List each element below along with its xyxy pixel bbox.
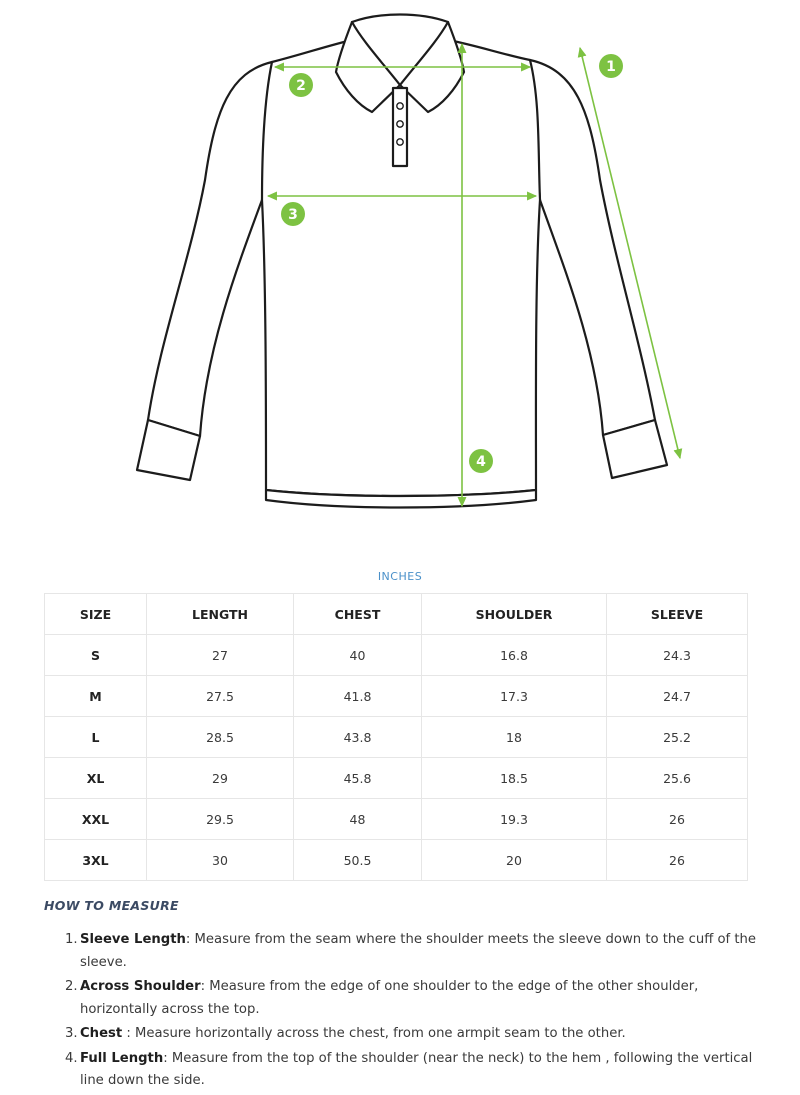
sleeve-cell: 26 [607,840,748,881]
sleeve-cell: 26 [607,799,748,840]
step-text: : Measure from the seam where the shoulder meets the sleeve down to the cuff of the sleeve. [80,932,757,970]
header-size: SIZE [45,594,147,635]
sleeve-cell: 25.2 [607,717,748,758]
shirt-outline [137,15,667,508]
length-cell: 29.5 [147,799,294,840]
marker-1-label: 1 [606,59,616,75]
sleeve-cell: 24.7 [607,676,748,717]
chest-cell: 45.8 [294,758,422,799]
step-text: : Measure from the top of the shoulder (near the neck) to the hem , following the vertical line down the side. [80,1050,753,1088]
buttons [397,103,403,145]
step-number: 3. [65,1026,78,1041]
left-sleeve [148,62,272,436]
length-cell: 27 [147,635,294,676]
table-row [45,758,748,799]
chest-cell: 41.8 [294,676,422,717]
length-cell: 28.5 [147,717,294,758]
unit-label: INCHES [377,570,423,583]
size-cell: L [45,717,147,758]
step-number: 1. [65,932,78,947]
marker-2 [289,73,313,97]
list-item [65,1023,760,1046]
header-length: LENGTH [147,594,294,635]
length-cell: 29 [147,758,294,799]
size-cell: M [45,676,147,717]
header-sleeve: SLEEVE [607,594,748,635]
header-shoulder: SHOULDER [422,594,607,635]
marker-4-label: 4 [476,454,486,470]
right-sleeve [530,60,655,435]
step-term: Chest [80,1026,123,1041]
shoulder-cell: 18.5 [422,758,607,799]
button [397,103,403,109]
marker-1 [599,54,623,78]
step-term: Sleeve Length [80,932,186,947]
table-row [45,717,748,758]
header-chest: CHEST [294,594,422,635]
step-text: : Measure from the edge of one shoulder to the edge of the other shoulder, horizontally across the top. [80,979,699,1017]
marker-2-label: 2 [296,78,306,94]
size-cell: 3XL [45,840,147,881]
list-item [65,1048,760,1093]
shoulder-cell: 18 [422,717,607,758]
marker-4 [469,449,493,473]
step-number: 4. [65,1050,78,1066]
size-cell: XXL [45,799,147,840]
length-cell: 27.5 [147,676,294,717]
shoulder-cell: 19.3 [422,799,607,840]
step-text: : Measure horizontally across the chest, from one armpit seam to the other. [122,1026,626,1041]
size-cell: XL [45,758,147,799]
size-chart-table [44,593,748,881]
size-cell: S [45,635,147,676]
list-item [65,929,760,974]
length-cell: 30 [147,840,294,881]
shoulder-cell: 20 [422,840,607,881]
chest-cell: 50.5 [294,840,422,881]
how-to-measure-title: HOW TO MEASURE [44,898,179,913]
step-term: Across Shoulder [80,979,201,994]
chest-cell: 40 [294,635,422,676]
sleeve-cell: 25.6 [607,758,748,799]
table-row [45,840,748,881]
marker-3-label: 3 [288,207,298,223]
list-item [65,976,760,1021]
step-number: 2. [65,979,78,994]
table-row [45,676,748,717]
measure-steps-list [65,929,760,1095]
chest-cell: 43.8 [294,717,422,758]
chest-cell: 48 [294,799,422,840]
button [397,121,403,127]
marker-3 [281,202,305,226]
shirt-diagram [0,0,800,530]
table-row [45,799,748,840]
sleeve-cell: 24.3 [607,635,748,676]
step-term: Full Length [80,1050,164,1066]
shoulder-cell: 17.3 [422,676,607,717]
shoulder-cell: 16.8 [422,635,607,676]
button [397,139,403,145]
table-row [45,635,748,676]
table-header-row [45,594,748,635]
